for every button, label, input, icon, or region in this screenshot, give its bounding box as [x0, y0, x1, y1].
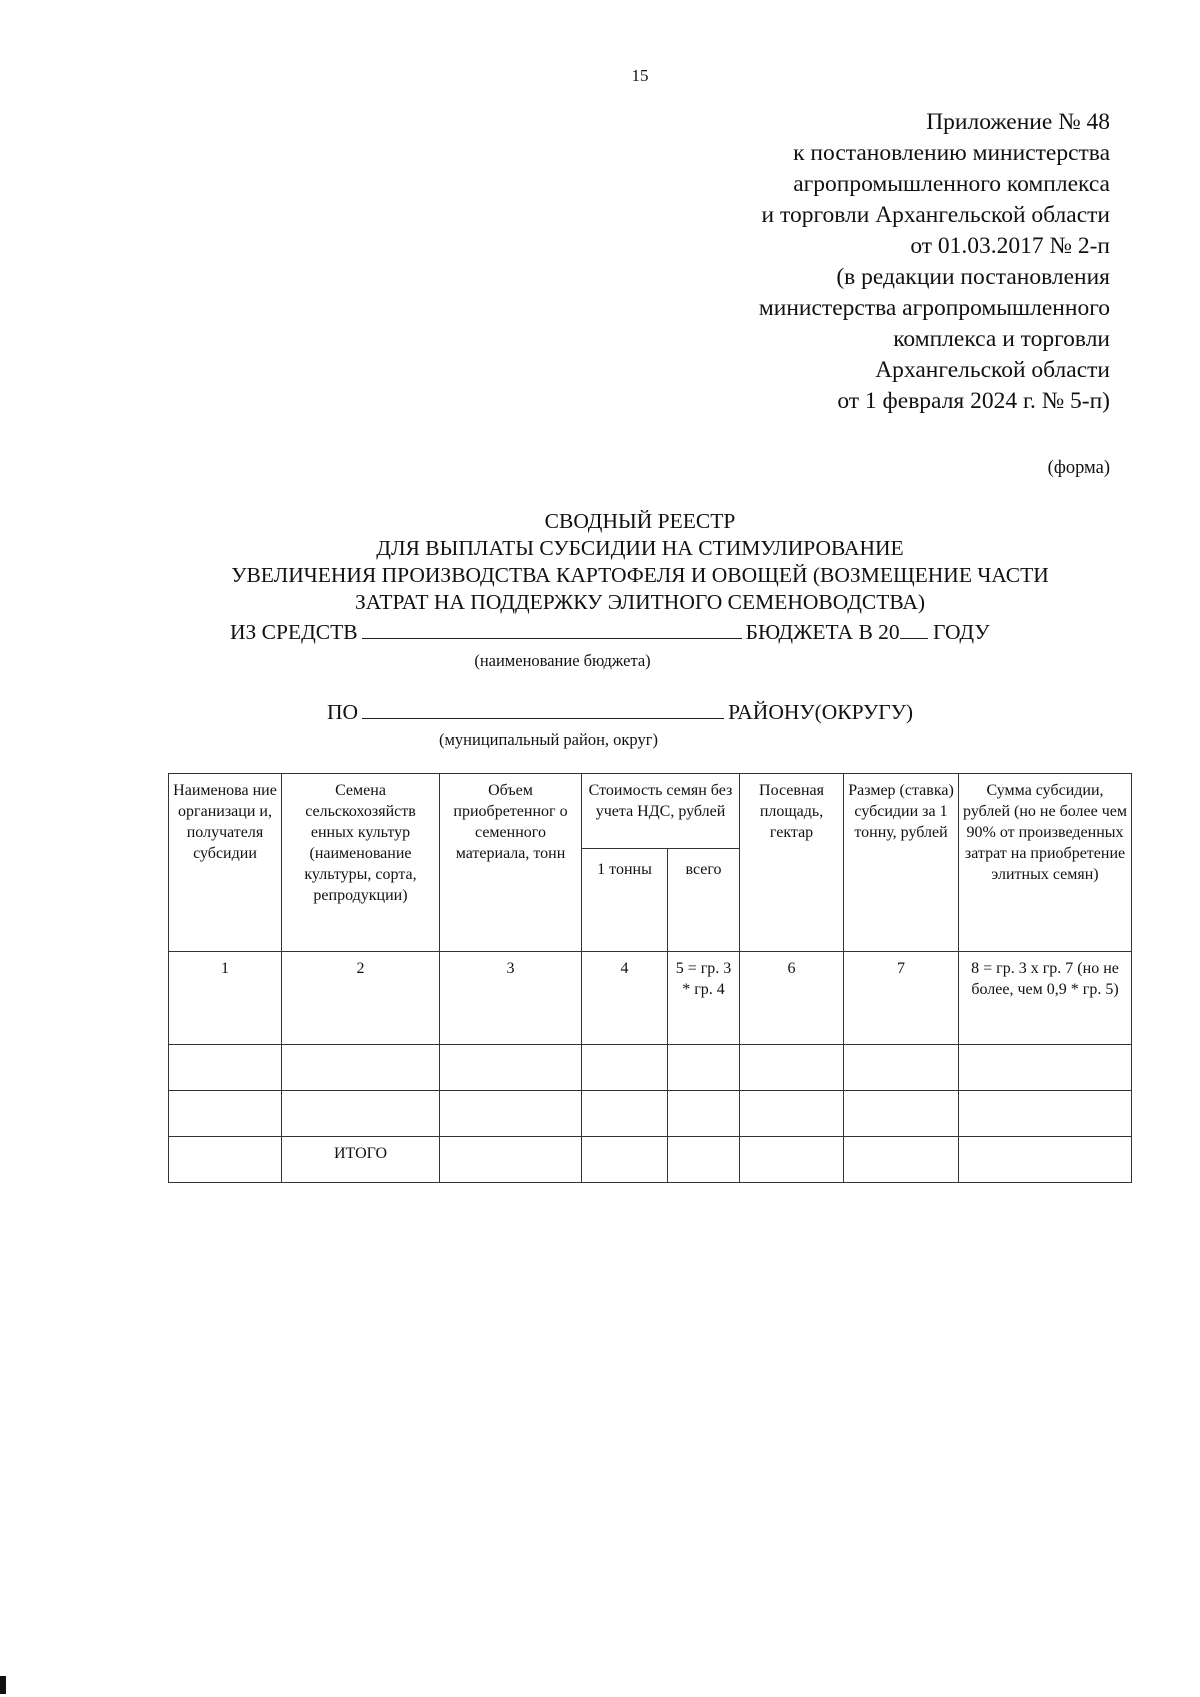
appendix-header — [759, 107, 1110, 417]
table-cell[interactable] — [959, 1045, 1132, 1091]
column-number: 3 — [440, 952, 582, 1045]
table-cell[interactable] — [844, 1045, 959, 1091]
budget-prefix: ИЗ СРЕДСТВ — [230, 620, 358, 644]
table-cell[interactable] — [668, 1137, 740, 1183]
budget-line — [230, 620, 990, 645]
appendix-line: Приложение № 48 — [926, 109, 1110, 135]
table-row — [169, 1091, 1132, 1137]
column-numbers-row — [169, 952, 1132, 1045]
column-number: 1 — [169, 952, 282, 1045]
header-cost-total: всего — [668, 849, 740, 952]
title-line: СВОДНЫЙ РЕЕСТР — [544, 509, 736, 533]
table-row — [169, 1045, 1132, 1091]
registry-table — [168, 773, 1132, 1183]
appendix-line: (в редакции постановления — [836, 264, 1110, 290]
appendix-line: Архангельской области — [875, 357, 1110, 383]
table-cell[interactable] — [740, 1091, 844, 1137]
column-number: 4 — [582, 952, 668, 1045]
table-cell[interactable] — [440, 1137, 582, 1183]
appendix-line: от 01.03.2017 № 2-п — [910, 233, 1110, 259]
column-number: 5 = гр. 3 * гр. 4 — [668, 952, 740, 1045]
header-rate: Размер (ставка) субсидии за 1 тонну, рублей — [844, 774, 959, 952]
header-subsidy-sum: Сумма субсидии, рублей (но не более чем 90% от произведенных затрат на приобретение элитных семян) — [959, 774, 1132, 952]
header-cost-per-ton: 1 тонны — [582, 849, 668, 952]
district-suffix: РАЙОНУ(ОКРУГУ) — [728, 700, 914, 724]
table-cell[interactable] — [740, 1045, 844, 1091]
column-number: 6 — [740, 952, 844, 1045]
appendix-line: комплекса и торговли — [893, 326, 1110, 352]
district-name-blank[interactable] — [362, 700, 724, 719]
document-title — [150, 508, 1130, 616]
table-cell[interactable] — [169, 1137, 282, 1183]
table-cell[interactable] — [844, 1091, 959, 1137]
table-cell[interactable] — [169, 1091, 282, 1137]
budget-middle: БЮДЖЕТА В 20 — [745, 620, 900, 644]
district-prefix: ПО — [327, 700, 359, 724]
page-number: 15 — [631, 66, 649, 85]
form-note: (форма) — [1047, 458, 1110, 478]
table-cell[interactable] — [668, 1091, 740, 1137]
table-cell[interactable] — [582, 1091, 668, 1137]
header-area: Посевная площадь, гектар — [740, 774, 844, 952]
table-cell[interactable] — [959, 1137, 1132, 1183]
budget-name-blank[interactable] — [362, 620, 742, 639]
appendix-line: министерства агропромышленного — [758, 295, 1110, 321]
title-line: ЗАТРАТ НА ПОДДЕРЖКУ ЭЛИТНОГО СЕМЕНОВОДСТВА) — [354, 590, 926, 614]
table-cell[interactable] — [282, 1091, 440, 1137]
appendix-line: от 1 февраля 2024 г. № 5-п) — [837, 388, 1110, 414]
column-number: 7 — [844, 952, 959, 1045]
appendix-line: к постановлению министерства — [793, 140, 1110, 166]
title-line: УВЕЛИЧЕНИЯ ПРОИЗВОДСТВА КАРТОФЕЛЯ И ОВОЩЕЙ (ВОЗМЕЩЕНИЕ ЧАСТИ — [231, 563, 1049, 587]
table-cell[interactable] — [740, 1137, 844, 1183]
appendix-line: и торговли Архангельской области — [761, 202, 1110, 228]
total-row — [169, 1137, 1132, 1183]
table-cell[interactable] — [169, 1045, 282, 1091]
table-cell[interactable] — [582, 1045, 668, 1091]
table-cell[interactable] — [440, 1091, 582, 1137]
header-row — [169, 774, 1132, 849]
header-seeds: Семена сельскохозяйств енных культур (наименование культуры, сорта, репродукции) — [282, 774, 440, 952]
budget-suffix: ГОДУ — [933, 620, 990, 644]
column-number: 8 = гр. 3 х гр. 7 (но не более, чем 0,9 * гр. 5) — [959, 952, 1132, 1045]
title-line: ДЛЯ ВЫПЛАТЫ СУБСИДИИ НА СТИМУЛИРОВАНИЕ — [376, 536, 904, 560]
table-cell[interactable] — [282, 1045, 440, 1091]
budget-caption: (наименование бюджета) — [474, 651, 651, 670]
header-volume: Объем приобретенног о семенного материала, тонн — [440, 774, 582, 952]
district-line — [327, 700, 913, 725]
appendix-line: агропромышленного комплекса — [793, 171, 1110, 197]
table-cell[interactable] — [844, 1137, 959, 1183]
scan-edge-mark — [0, 1676, 6, 1694]
header-cost-group: Стоимость семян без учета НДС, рублей — [582, 774, 740, 849]
table-cell[interactable] — [582, 1137, 668, 1183]
header-recipient: Наименова ние организаци и, получателя субсидии — [169, 774, 282, 952]
year-blank[interactable] — [900, 620, 928, 639]
table-cell[interactable] — [959, 1091, 1132, 1137]
table-cell[interactable] — [440, 1045, 582, 1091]
column-number: 2 — [282, 952, 440, 1045]
table-cell[interactable] — [668, 1045, 740, 1091]
total-label: ИТОГО — [282, 1137, 440, 1183]
district-caption: (муниципальный район, округ) — [439, 730, 658, 749]
